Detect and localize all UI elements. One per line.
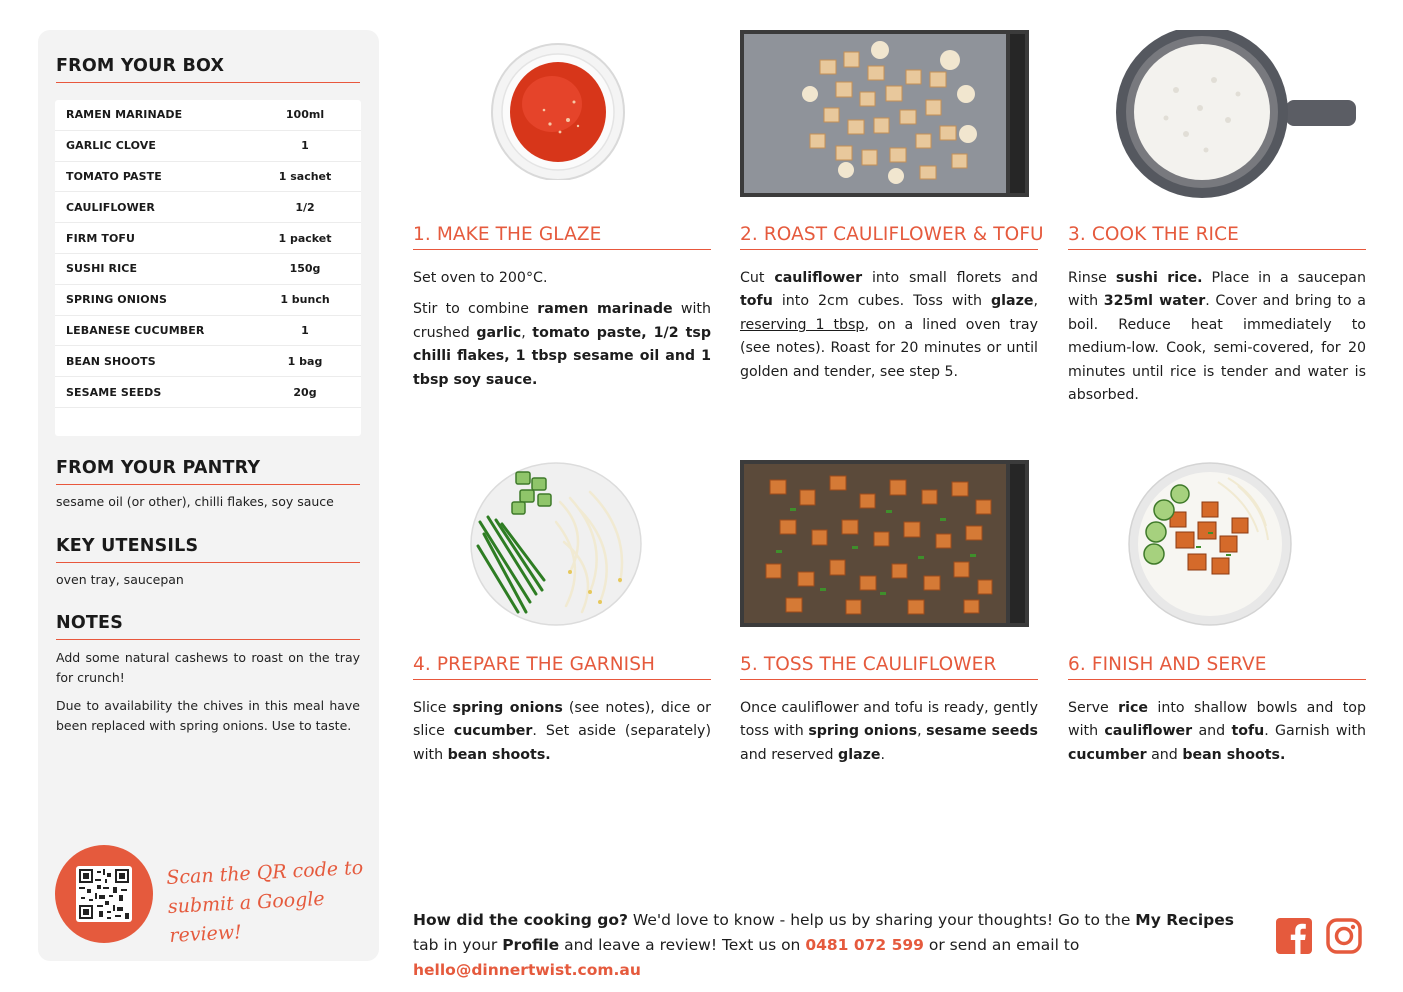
note-1: Add some natural cashews to roast on the tray for crunch!	[56, 650, 360, 685]
instagram-icon[interactable]	[1326, 918, 1362, 954]
step-5-body	[740, 697, 1038, 775]
ingredient-name: SPRING ONIONS	[66, 293, 168, 307]
serving-bowl-image	[1128, 462, 1292, 627]
ingredient-row	[55, 162, 361, 193]
ingredient-qty: 1 sachet	[278, 169, 332, 183]
ingredient-qty: 1 packet	[278, 231, 332, 245]
step-5-text: Once cauliflower and tofu is ready, gently toss with spring onions, sesame seeds and reserved glaze.	[740, 700, 1038, 763]
step-6-title: 6. FINISH AND SERVE	[1068, 654, 1366, 680]
ingredient-qty: 150g	[289, 262, 321, 276]
facebook-icon[interactable]	[1276, 918, 1312, 954]
pantry-text: sesame oil (or other), chilli flakes, soy sauce	[56, 494, 334, 509]
ingredient-qty: 1	[301, 323, 309, 337]
step-4-body	[413, 697, 711, 775]
step-2-text: Cut cauliflower into small florets and tofu into 2cm cubes. Toss with glaze, reserving 1 tbsp, on a lined oven tray (see notes). Roast for 20 minutes or until golden and tender, see step 5.	[740, 270, 1038, 380]
email-link[interactable]: hello@dinnertwist.com.au	[413, 961, 641, 979]
step-4-title: 4. PREPARE THE GARNISH	[413, 654, 711, 680]
ingredient-name: BEAN SHOOTS	[66, 354, 156, 368]
my-recipes-link[interactable]: My Recipes	[1135, 911, 1234, 929]
from-your-pantry-title: FROM YOUR PANTRY	[56, 458, 360, 485]
ingredient-name: CAULIFLOWER	[66, 200, 155, 214]
step-4-text: Slice spring onions (see notes), dice or slice cucumber. Set aside (separately) with bean shoots.	[413, 700, 711, 763]
ingredient-name: LEBANESE CUCUMBER	[66, 323, 205, 337]
ingredient-name: SUSHI RICE	[66, 262, 138, 276]
ingredient-qty: 1 bag	[287, 354, 323, 368]
roasted-tray-image	[740, 460, 1029, 627]
ingredient-name: RAMEN MARINADE	[66, 108, 183, 122]
note-2: Due to availability the chives in this meal have been replaced with spring onions. Use to taste.	[56, 698, 360, 733]
ingredient-qty: 1/2	[295, 200, 315, 214]
rice-saucepan-image	[1116, 30, 1356, 200]
step-3-title: 3. COOK THE RICE	[1068, 224, 1366, 250]
from-your-box-title: FROM YOUR BOX	[56, 56, 360, 83]
ingredient-name: GARLIC CLOVE	[66, 139, 156, 153]
garnish-plate-image	[470, 462, 642, 627]
ingredient-row	[55, 346, 361, 377]
step-6-text: Serve rice into shallow bowls and top with cauliflower and tofu. Garnish with cucumber and bean shoots.	[1068, 700, 1366, 763]
step-5-title: 5. TOSS THE CAULIFLOWER	[740, 654, 1038, 680]
step-1-text-2: Stir to combine ramen marinade with crushed garlic, tomato paste, 1/2 tsp chilli flakes, 1 tbsp sesame oil and 1 tbsp soy sauce.	[413, 301, 711, 388]
ingredient-row	[55, 223, 361, 254]
step-3-text: Rinse sushi rice. Place in a saucepan with 325ml water. Cover and bring to a boil. Reduce heat immediately to medium-low. Cook, semi-covered, for 20 minutes until rice is tender and water is absorbed.	[1068, 270, 1366, 404]
key-utensils-title: KEY UTENSILS	[56, 536, 360, 563]
glaze-bowl-image	[490, 40, 626, 180]
phone-link[interactable]: 0481 072 599	[805, 936, 924, 954]
ingredient-row	[55, 192, 361, 223]
footer-question: How did the cooking go?	[413, 911, 628, 929]
ingredient-row	[55, 377, 361, 408]
ingredient-qty: 20g	[293, 385, 317, 399]
ingredient-row	[55, 254, 361, 285]
step-2-title: 2. ROAST CAULIFLOWER & TOFU	[740, 224, 1038, 250]
ingredient-name: SESAME SEEDS	[66, 385, 162, 399]
ingredient-qty: 1	[301, 139, 309, 153]
step-1-text-1: Set oven to 200°C.	[413, 270, 548, 286]
qr-badge[interactable]	[55, 845, 153, 943]
ingredient-name: TOMATO PASTE	[66, 169, 162, 183]
ingredient-qty: 100ml	[285, 108, 325, 122]
qr-caption-line2: submit a Google review!	[167, 887, 326, 947]
ingredient-row	[55, 131, 361, 162]
step-1-body	[413, 267, 711, 400]
notes-title: NOTES	[56, 613, 360, 640]
raw-tray-image	[740, 30, 1029, 197]
qr-caption	[166, 854, 370, 951]
step-1-title: 1. MAKE THE GLAZE	[413, 224, 711, 250]
ingredient-row	[55, 285, 361, 316]
qr-code-icon[interactable]	[76, 866, 132, 922]
review-footer: How did the cooking go? We'd love to know - help us by sharing your thoughts! Go to the My Recipes tab in your Profile and leave a review! Text us on 0481 072 599 or send an email to hello@dinnertwist.com.au	[413, 911, 1234, 979]
profile-link[interactable]: Profile	[502, 936, 560, 954]
sidebar	[38, 30, 379, 961]
ingredients-table	[55, 100, 361, 436]
ingredient-row	[55, 100, 361, 131]
qr-caption-line1: Scan the QR code to	[165, 856, 364, 890]
ingredient-qty: 1 bunch	[280, 293, 330, 307]
utensils-text: oven tray, saucepan	[56, 572, 184, 587]
ingredient-name: FIRM TOFU	[66, 231, 136, 245]
step-3-body	[1068, 267, 1366, 415]
ingredient-row	[55, 316, 361, 347]
step-2-body	[740, 267, 1038, 392]
step-6-body	[1068, 697, 1366, 775]
